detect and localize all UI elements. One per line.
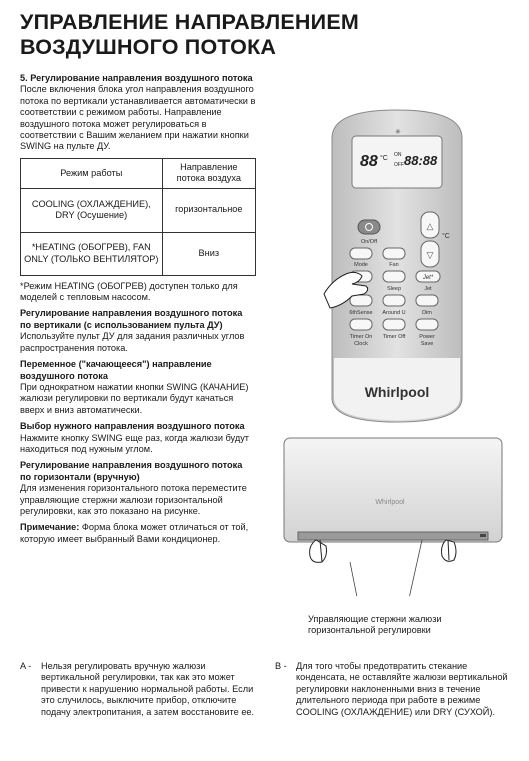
callout-line (350, 562, 360, 596)
around-u-button[interactable] (383, 295, 405, 306)
list-text: Для того чтобы предотвратить стекание конденсата, не оставляйте жалюзи вертикальной регулировки наклоненными вниз в течение длительного периода при работе в режиме COOLING (ОХЛАЖДЕНИЕ) или DRY (СУХОЙ). (296, 661, 508, 717)
table-header-direction: Направление потока воздуха (162, 158, 255, 188)
section-body: Нажмите кнопку SWING еще раз, когда жалюзи будут находиться под нужным углом. (20, 432, 250, 454)
left-column (20, 73, 256, 550)
table-cell-direction: Вниз (162, 232, 255, 275)
list-marker: B - (275, 661, 287, 671)
triangle-down-icon: ▽ (426, 250, 434, 260)
section-swing (20, 359, 256, 416)
indoor-unit-logo: Whirlpool (375, 499, 405, 506)
callout-line (406, 540, 422, 596)
triangle-up-icon: △ (426, 221, 434, 231)
display-unit: °C (380, 155, 388, 162)
display-on: ON (394, 152, 402, 158)
section-horizontal (20, 460, 256, 517)
section-vertical (20, 308, 256, 354)
remote-control-illustration (322, 108, 472, 424)
louver-outlet (298, 532, 488, 540)
display-temp: 88 (360, 153, 378, 170)
display-time: 88:88 (404, 153, 438, 168)
section-5-body: После включения блока угол направления воздушного потока по вертикали устанавливается автоматически в соответствии с режимом работы. Направление воздушного потока может регулироваться в соответствии с Вашим желанием при нажатии кнопки SWING на пульте ДУ. (20, 84, 256, 152)
left-hand-icon (310, 540, 327, 562)
table-header-row (21, 158, 256, 188)
table-cell-direction: горизонтальное (162, 188, 255, 232)
remote-brand-logo: Whirlpool (364, 384, 430, 400)
sense-button[interactable] (350, 295, 372, 306)
around-u-label: Around U (382, 310, 406, 316)
save-label: Save (420, 341, 434, 347)
section-heading: Регулирование направления воздушного потока по горизонтали (вручную) (20, 460, 243, 482)
footnote: *Режим HEATING (ОБОГРЕВ) доступен только для моделей с тепловым насосом. (20, 280, 238, 303)
figure-caption: Управляющие стержни жалюзи горизонтальной регулировки (308, 614, 442, 636)
mode-label: Mode (354, 262, 368, 268)
timer-on-label: Timer On (349, 334, 373, 340)
table-cell-mode: COOLING (ОХЛАЖДЕНИЕ), DRY (Осушение) (21, 188, 163, 232)
fan-label: Fan (389, 262, 399, 268)
jet-button-label: Jet* (422, 275, 434, 281)
sleep-label: Sleep (386, 286, 402, 292)
section-heading: Выбор нужного направления воздушного потока (20, 421, 245, 432)
indoor-unit-body (284, 438, 502, 542)
table-header-mode: Режим работы (21, 158, 163, 188)
section-select-direction (20, 421, 256, 455)
mode-button[interactable] (350, 248, 372, 259)
section-body: Используйте пульт ДУ для задания различных углов распространения потока. (20, 331, 245, 353)
note-text: Форма блока может отличаться от той, которую имеет выбранный Вами кондиционер. (20, 522, 249, 544)
section-body: Для изменения горизонтального потока переместите управляющие стержни жалюзи горизонтальной регулировки, как это показано на рисунке. (20, 483, 247, 516)
fan-button[interactable] (383, 248, 405, 259)
table-row (21, 232, 256, 275)
list-text: Нельзя регулировать вручную жалюзи вертикальной регулировки, так как это может привести к нарушению нормальной работы. Если это случилось, выключите прибор, отключите подачу электропитания, а затем восстановите ее. (41, 661, 255, 717)
dim-label: Dim (422, 310, 432, 316)
power-save-button[interactable] (416, 319, 438, 330)
note-label: Примечание: (20, 522, 80, 533)
degree-label: °C (442, 233, 450, 240)
sleep-button[interactable] (383, 271, 405, 282)
section-body: При однократном нажатии кнопки SWING (КАЧАНИЕ) жалюзи регулировки по вертикали будут качаться вверх и вниз автоматически. (20, 381, 249, 415)
display-off: OFF (394, 162, 404, 168)
indoor-unit-illustration (270, 436, 510, 596)
jet-label: Jet (424, 286, 432, 292)
page-title: УПРАВЛЕНИЕ НАПРАВЛЕНИЕМ ВОЗДУШНОГО ПОТОКА (20, 10, 359, 59)
airflow-table (20, 158, 256, 276)
sun-icon: ✳ (395, 129, 401, 136)
list-marker: A - (20, 661, 32, 671)
sense-label: 6thSense (349, 310, 373, 316)
dim-button[interactable] (416, 295, 438, 306)
list-item-b (275, 661, 511, 718)
section-5-heading: 5. Регулирование направления воздушного потока (20, 73, 253, 83)
list-item-a (20, 661, 256, 718)
onoff-button[interactable] (358, 220, 380, 234)
section-heading: Регулирование направления воздушного потока по вертикали (с использованием пульта ДУ) (20, 308, 243, 330)
section-heading: Переменное ("качающееся") направление воздушного потока (20, 359, 212, 381)
timer-off-label: Timer Off (382, 334, 406, 340)
power-save-label: Power (419, 334, 435, 340)
timer-off-button[interactable] (383, 319, 405, 330)
onoff-label: On/Off (360, 239, 378, 245)
note (20, 522, 256, 545)
clock-label: Clock (354, 341, 368, 347)
indicator-led (480, 534, 486, 537)
table-cell-mode: *HEATING (ОБОГРЕВ), FAN ONLY (ТОЛЬКО ВЕНТИЛЯТОР) (21, 232, 163, 275)
table-row (21, 188, 256, 232)
timer-on-button[interactable] (350, 319, 372, 330)
section-5 (20, 73, 256, 153)
